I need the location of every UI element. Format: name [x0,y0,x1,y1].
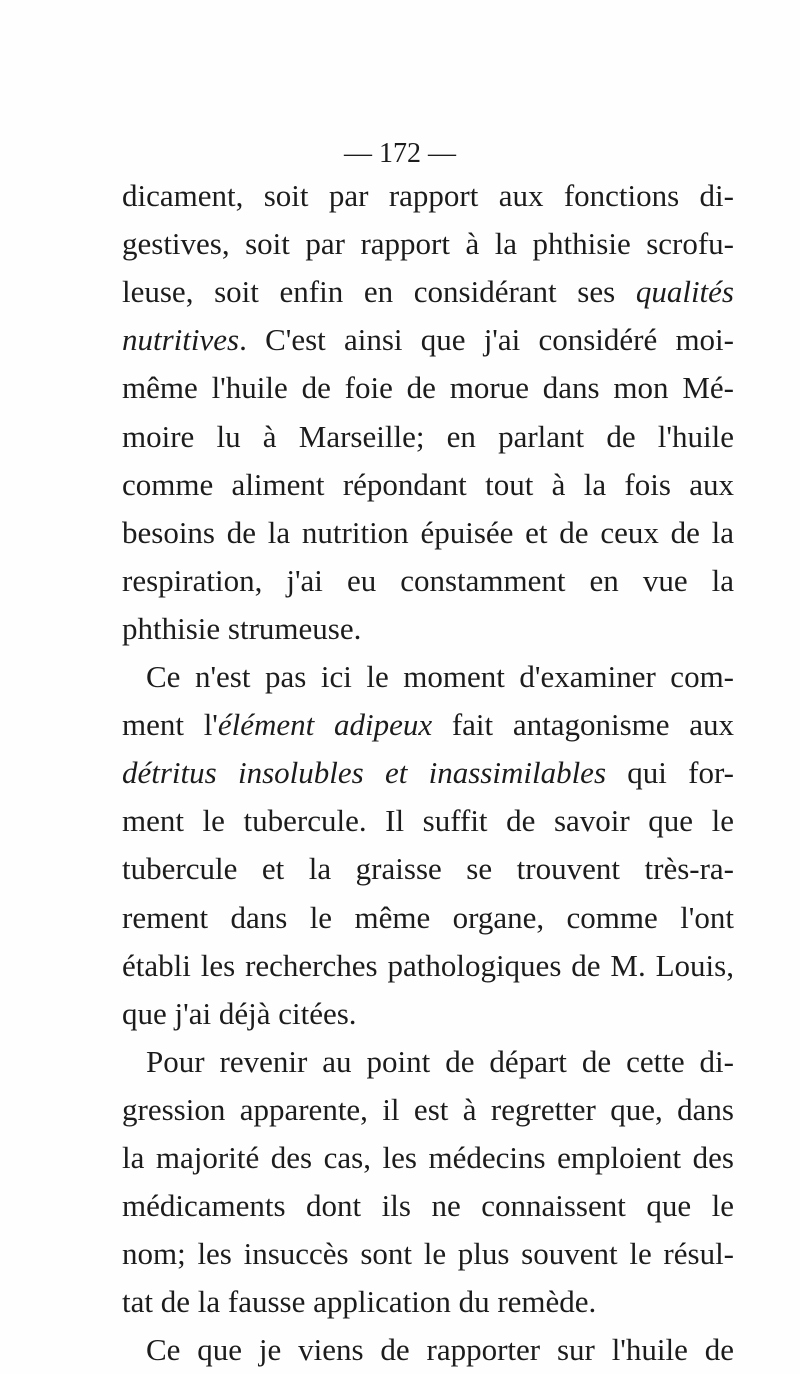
text-segment: la majorité des cas, les médecins emploient des [122,1140,734,1175]
text-segment: tubercule et la graisse se trouvent très-ra- [122,851,734,886]
text-line [122,653,734,701]
text-line [122,557,734,605]
text-segment: Ce n'est pas ici le moment d'examiner com- [146,659,734,694]
text-line [122,797,734,845]
text-segment: gression apparente, il est à regretter que, dans [122,1092,734,1127]
text-line [122,461,734,509]
text-segment: même l'huile de foie de morue dans mon Mé- [122,370,734,405]
text-line [122,990,734,1038]
text-line [122,1230,734,1278]
text-line [122,749,734,797]
text-line [122,1326,734,1374]
text-segment: moire lu à Marseille; en parlant de l'huile [122,419,734,454]
text-segment: leuse, soit enfin en considérant ses [122,274,636,309]
text-segment: ment le tubercule. Il suffit de savoir que le [122,803,734,838]
text-segment: besoins de la nutrition épuisée et de ceux de la [122,515,734,550]
italic-text: élément adipeux [217,707,433,742]
text-line [122,413,734,461]
page-number: — 172 — [344,138,456,169]
italic-text: nutritives [122,322,240,357]
text-segment: Ce que je viens de rapporter sur l'huile de [146,1332,734,1367]
text-line [122,1134,734,1182]
text-segment: gestives, soit par rapport à la phthisie scrofu- [122,226,734,261]
text-segment: rement dans le même organe, comme l'ont [122,900,734,935]
text-line [122,220,734,268]
text-segment: Pour revenir au point de départ de cette di- [146,1044,734,1079]
text-segment: nom; les insuccès sont le plus souvent le résul- [122,1236,734,1271]
text-line [122,172,734,220]
text-line [122,364,734,412]
text-segment: médicaments dont ils ne connaissent que le [122,1188,734,1223]
text-segment: . C'est ainsi que j'ai considéré moi- [239,322,734,357]
text-segment: ment l' [122,707,218,742]
text-line [122,845,734,893]
text-line [122,1182,734,1230]
text-line [122,1086,734,1134]
italic-text: qualités [635,274,734,309]
text-line [122,894,734,942]
text-segment: comme aliment répondant tout à la fois aux [122,467,734,502]
text-segment: établi les recherches pathologiques de M. Louis, [122,948,734,983]
text-line [122,509,734,557]
text-segment: dicament, soit par rapport aux fonctions di- [122,178,734,213]
text-line [122,1038,734,1086]
text-segment: tat de la fausse application du remède. [122,1284,597,1319]
text-line [122,1278,734,1326]
text-line [122,701,734,749]
text-segment: fait antagonisme aux [432,707,734,742]
text-line [122,942,734,990]
text-line [122,605,734,653]
text-segment: respiration, j'ai eu constamment en vue la [122,563,734,598]
text-segment: phthisie strumeuse. [122,611,362,646]
text-segment: que j'ai déjà citées. [122,996,357,1031]
text-segment: qui for- [606,755,734,790]
text-line [122,316,734,364]
italic-text: détritus insolubles et inassimilables [122,755,607,790]
text-line [122,268,734,316]
